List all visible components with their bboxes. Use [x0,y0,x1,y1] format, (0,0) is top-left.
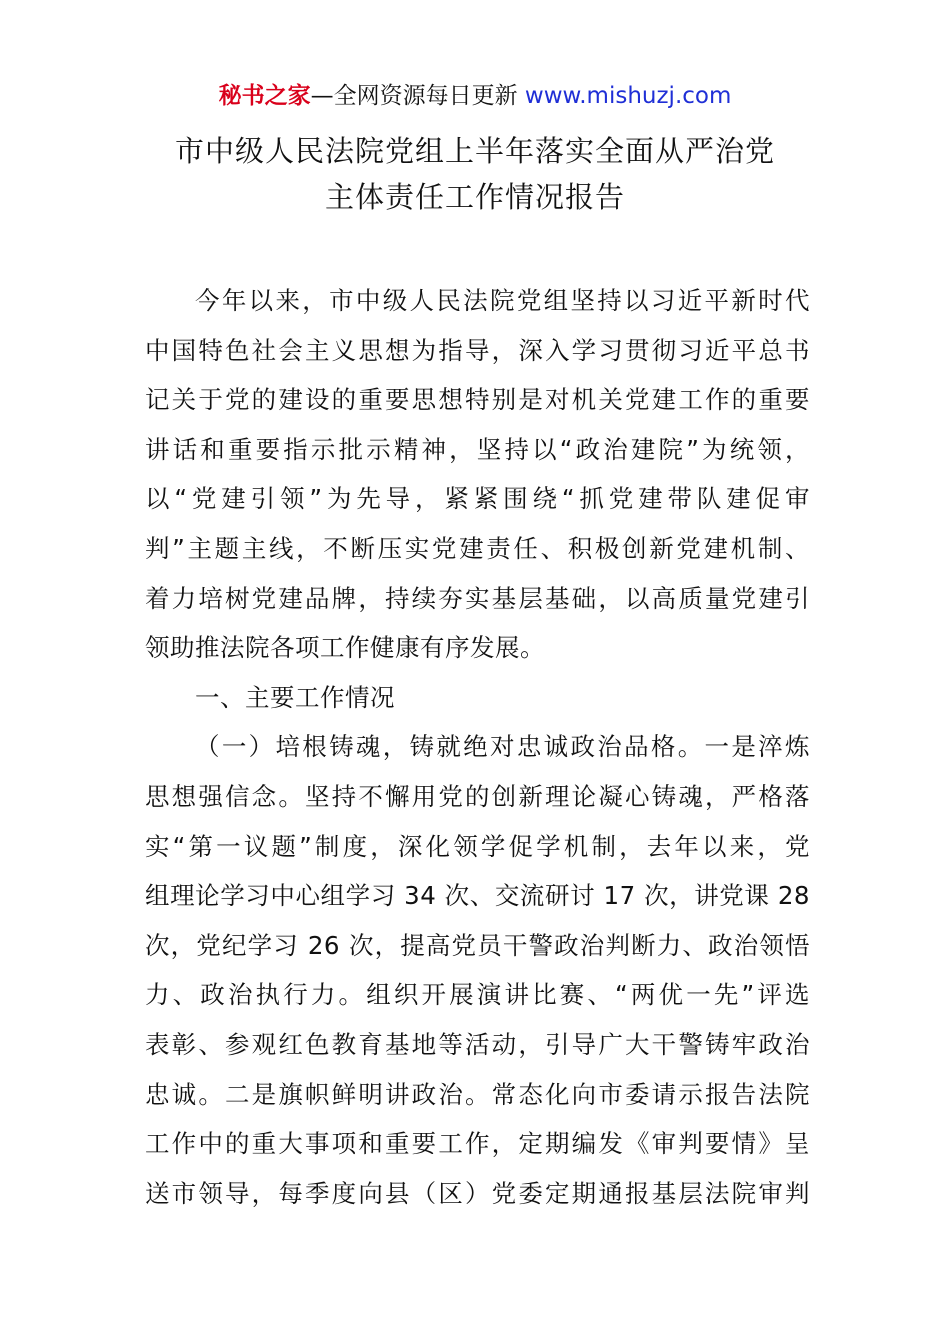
banner-tagline: —全网资源每日更新 [310,83,525,109]
document-title [0,128,950,220]
body-line: 领助推法院各项工作健康有序发展。 [145,633,545,663]
site-banner [0,80,950,112]
title-line-2: 主体责任工作情况报告 [324,180,625,214]
body-line: 记关于党的建设的重要思想特别是对机关党建工作的重要 [145,385,810,415]
body-line: 忠诚。二是旗帜鲜明讲政治。常态化向市委请示报告法院 [145,1079,810,1109]
body-line: 次，党纪学习 26 次，提高党员干警政治判断力、政治领悟 [145,930,810,960]
body-line: （一）培根铸魂，铸就绝对忠诚政治品格。一是淬炼 [195,732,810,762]
body-line: 表彰、参观红色教育基地等活动，引导广大干警铸牢政治 [145,1029,810,1059]
body-line: 组理论学习中心组学习 34 次、交流研讨 17 次，讲党课 28 [145,881,810,911]
body-line: 力、政治执行力。组织开展演讲比赛、“两优一先”评选 [145,980,810,1010]
website-link[interactable]: www.mishuzj.com [524,83,732,109]
brand-name: 秘书之家 [218,83,311,109]
body-line: 讲话和重要指示批示精神，坚持以“政治建院”为统领， [145,434,810,464]
body-line: 思想强信念。坚持不懈用党的创新理论凝心铸魂，严格落 [145,781,810,811]
body-line: 中国特色社会主义思想为指导，深入学习贯彻习近平总书 [145,335,810,365]
body-line: 以“党建引领”为先导，紧紧围绕“抓党建带队建促审 [145,484,810,514]
body-line: 今年以来，市中级人民法院党组坚持以习近平新时代 [195,286,810,315]
body-line: 实“第一议题”制度，深化领学促学机制，去年以来，党 [145,831,810,861]
body-line: 判”主题主线，不断压实党建责任、积极创新党建机制、 [145,533,810,563]
body-line: 工作中的重大事项和重要工作，定期编发《审判要情》呈 [145,1129,810,1159]
document-body [145,276,810,1218]
section-heading: 一、主要工作情况 [195,682,395,712]
body-line: 送市领导，每季度向县（区）党委定期通报基层法院审判 [145,1178,810,1208]
body-line: 着力培树党建品牌，持续夯实基层基础，以高质量党建引 [145,583,810,613]
title-line-1: 市中级人民法院党组上半年落实全面从严治党 [174,134,775,168]
